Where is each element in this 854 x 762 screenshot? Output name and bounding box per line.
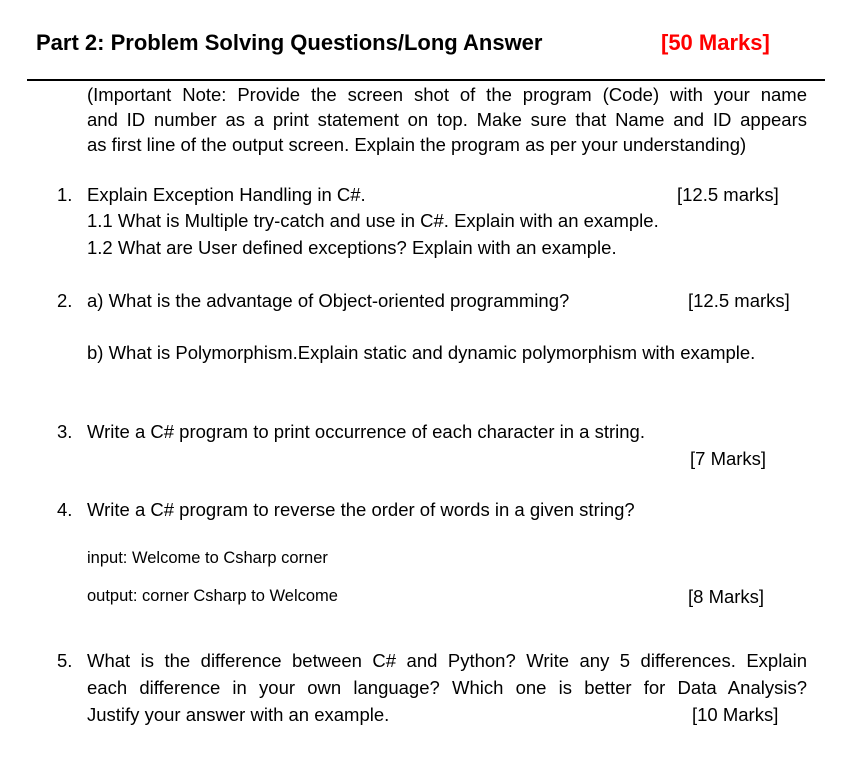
question-number: 2.	[57, 290, 73, 311]
question-marks: [12.5 marks]	[677, 184, 779, 205]
question-text: Write a C# program to print occurrence of each character in a string.	[87, 421, 645, 442]
question-number: 3.	[57, 421, 73, 442]
question-text: Explain Exception Handling in C#.	[87, 184, 366, 205]
note-line-2: and ID number as a print statement on top. Make sure that Name and ID appears	[87, 109, 807, 130]
question-marks: [10 Marks]	[692, 704, 779, 725]
question-text: Write a C# program to reverse the order of words in a given string?	[87, 499, 635, 520]
question-part-a: a) What is the advantage of Object-oriented programming?	[87, 290, 570, 311]
question-number: 4.	[57, 499, 73, 520]
note-line-1: (Important Note: Provide the screen shot of the program (Code) with your name	[87, 84, 807, 105]
heading-divider	[27, 79, 825, 81]
question-marks: [8 Marks]	[688, 586, 765, 607]
question-number: 5.	[57, 650, 73, 671]
question-line-1: What is the difference between C# and Python? Write any 5 differences. Explain	[87, 650, 807, 671]
subquestion-1-1: 1.1 What is Multiple try-catch and use in C#. Explain with an example.	[87, 210, 659, 231]
question-marks: [12.5 marks]	[688, 290, 790, 311]
question-marks: [7 Marks]	[690, 448, 767, 469]
subquestion-1-2: 1.2 What are User defined exceptions? Explain with an example.	[87, 237, 617, 258]
note-line-3: as first line of the output screen. Explain the program as per your understanding)	[87, 134, 747, 155]
section-marks: [50 Marks]	[661, 30, 770, 55]
question-line-2: each difference in your own language? Which one is better for Data Analysis?	[87, 677, 807, 698]
example-input: input: Welcome to Csharp corner	[87, 549, 328, 567]
question-part-b: b) What is Polymorphism.Explain static and dynamic polymorphism with example.	[87, 342, 756, 363]
section-title: Part 2: Problem Solving Questions/Long Answer	[36, 30, 543, 55]
question-line-3: Justify your answer with an example.	[87, 704, 390, 725]
example-output: output: corner Csharp to Welcome	[87, 587, 338, 605]
question-number: 1.	[57, 184, 73, 205]
